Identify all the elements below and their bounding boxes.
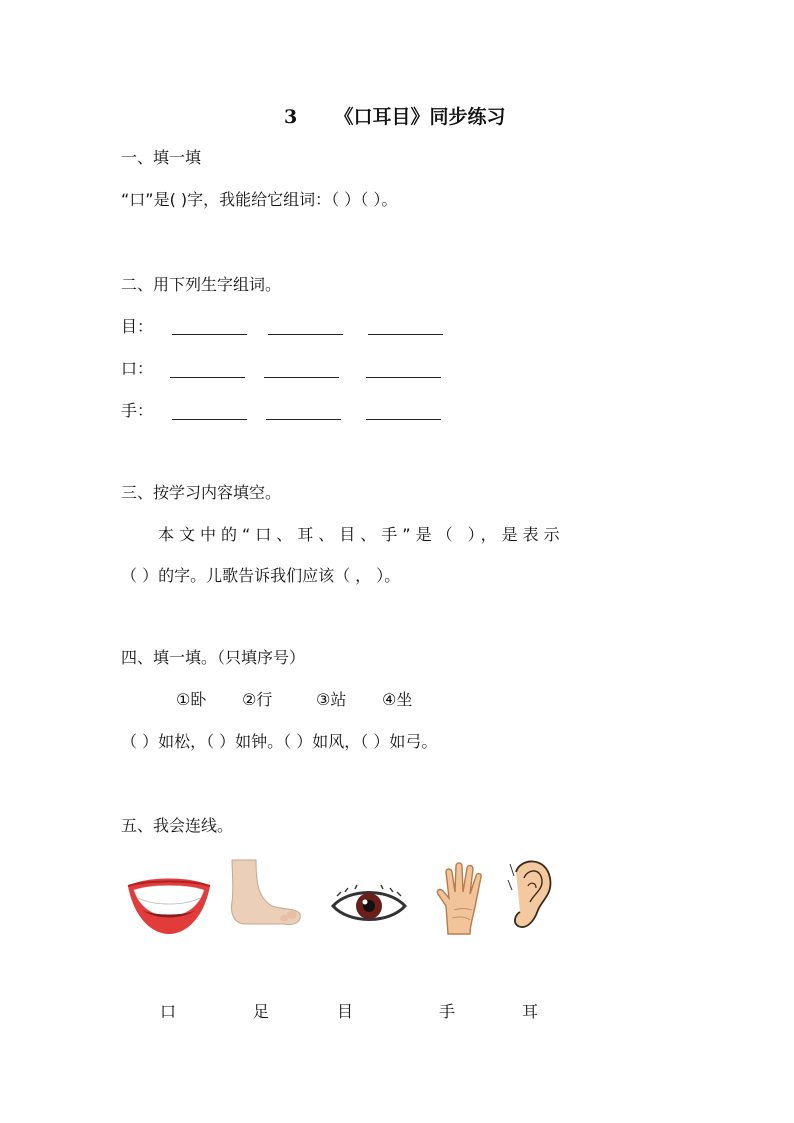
lesson-number: 3 — [284, 106, 298, 128]
answer-blank[interactable] — [268, 334, 343, 335]
option-2: ②行 — [242, 690, 273, 709]
word-zu[interactable]: 足 — [253, 1002, 270, 1021]
answer-blank[interactable] — [170, 377, 245, 378]
option-4: ④坐 — [382, 690, 413, 709]
answer-blank[interactable] — [366, 419, 441, 420]
ear-picture[interactable] — [506, 856, 556, 934]
section-3-line-1: 本文中的“口、耳、目、手”是（ ），是表示 — [158, 525, 565, 544]
lesson-title: 《口耳目》同步练习 — [334, 106, 506, 128]
section-3-line-2: （ ）的字。儿歌告诉我们应该（ ， ）。 — [121, 566, 401, 585]
section-1-line: “口”是( )字，我能给它组词：（ ）（ ）。 — [121, 190, 398, 209]
section-5-heading: 五、我会连线。 — [121, 816, 234, 835]
row-label-kou: 口： — [121, 359, 154, 378]
section-3-heading: 三、按学习内容填空。 — [121, 483, 282, 502]
word-shou[interactable]: 手 — [439, 1002, 456, 1021]
foot-picture[interactable] — [222, 858, 304, 930]
word-er[interactable]: 耳 — [522, 1002, 539, 1021]
word-kou[interactable]: 口 — [160, 1002, 177, 1021]
answer-blank[interactable] — [264, 377, 339, 378]
section-1-heading: 一、填一填 — [121, 148, 202, 167]
section-4-line: （ ）如松，（ ）如钟。（ ）如风，（ ）如弓。 — [121, 732, 438, 751]
row-label-mu: 目： — [121, 317, 154, 336]
page-title — [284, 108, 506, 127]
answer-blank[interactable] — [266, 419, 341, 420]
section-2-heading: 二、用下列生字组词。 — [121, 275, 282, 294]
row-label-shou: 手： — [121, 401, 154, 420]
section-4-heading: 四、填一填。（只填序号） — [121, 648, 306, 667]
answer-blank[interactable] — [368, 334, 443, 335]
answer-blank[interactable] — [366, 377, 441, 378]
answer-blank[interactable] — [172, 419, 247, 420]
eye-picture[interactable] — [331, 884, 407, 928]
option-1: ①卧 — [176, 690, 207, 709]
hand-picture[interactable] — [434, 862, 490, 936]
option-3: ③站 — [316, 690, 347, 709]
answer-blank[interactable] — [172, 334, 247, 335]
word-mu[interactable]: 目 — [337, 1002, 354, 1021]
mouth-picture[interactable] — [124, 876, 214, 938]
